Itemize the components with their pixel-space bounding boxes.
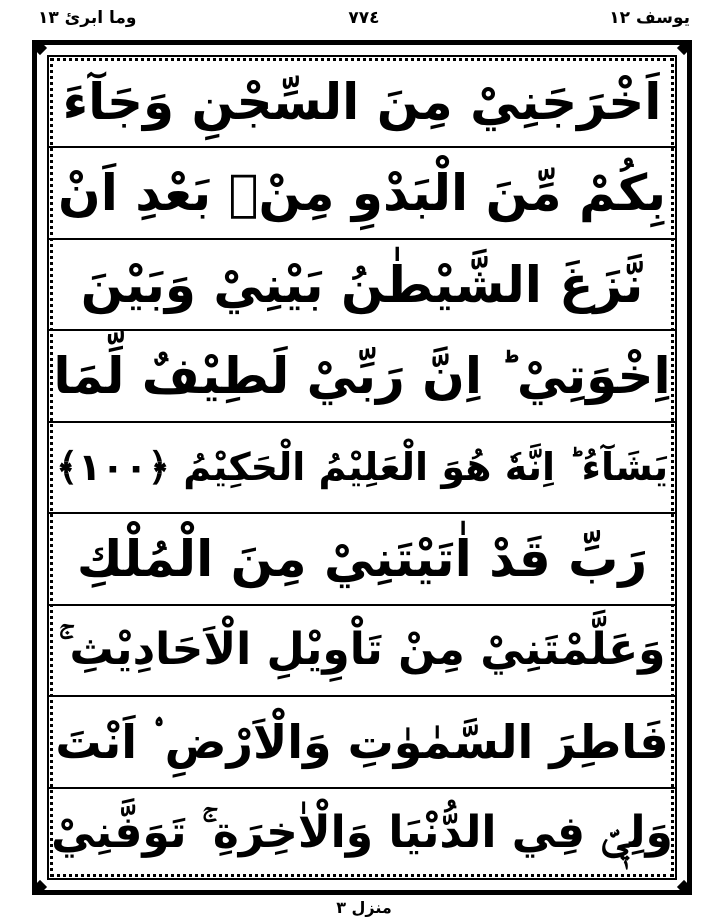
verse-lines [49, 57, 675, 878]
manzil-footer: منزل ٣ [336, 898, 392, 917]
corner-ornament [677, 880, 691, 894]
verse-line-6: رَبِّ قَدْ اٰتَيْتَنِيْ مِنَ الْمُلْكِ [49, 514, 675, 605]
corner-ornament [33, 41, 47, 55]
verse-line-9: وَلِيّٖ فِي الدُّنْيَا وَالْاٰخِرَةِ ۚ تَوَفَّنِيْ [51, 807, 673, 859]
page-header [38, 8, 690, 34]
verse-line-4: اِخْوَتِيْ ؕ اِنَّ رَبِّيْ لَطِيْفٌ لِّمَا [49, 331, 675, 422]
verse-line-1: اَخْرَجَنِيْ مِنَ السِّجْنِ وَجَآءَ [49, 57, 675, 148]
verse-line-8: فَاطِرَ السَّمٰوٰتِ وَالْاَرْضِ ۟ اَنْتَ [49, 697, 675, 788]
para-name: وما ابرئ ١٣ [38, 8, 137, 28]
page-frame [32, 40, 692, 895]
verse-line-7: وَعَلَّمْتَنِيْ مِنْ تَاْوِيْلِ الْاَحَادِيْثِ ۚ [49, 606, 675, 697]
surah-name: يوسف ١٢ [609, 8, 690, 28]
verse-line-5: يَشَآءُ ؕ اِنَّهٗ هُوَ الْعَلِيْمُ الْحَكِيْمُ ﴿۱۰۰﴾ [49, 423, 675, 514]
verse-line-2: بِكُمْ مِّنَ الْبَدْوِ مِنْۢ بَعْدِ اَنْ [49, 148, 675, 239]
corner-ornament [677, 41, 691, 55]
corner-ornament [33, 880, 47, 894]
verse-line-3: نَّزَغَ الشَّيْطٰنُ بَيْنِيْ وَبَيْنَ [49, 240, 675, 331]
page-number: ٧٧٤ [348, 8, 380, 28]
